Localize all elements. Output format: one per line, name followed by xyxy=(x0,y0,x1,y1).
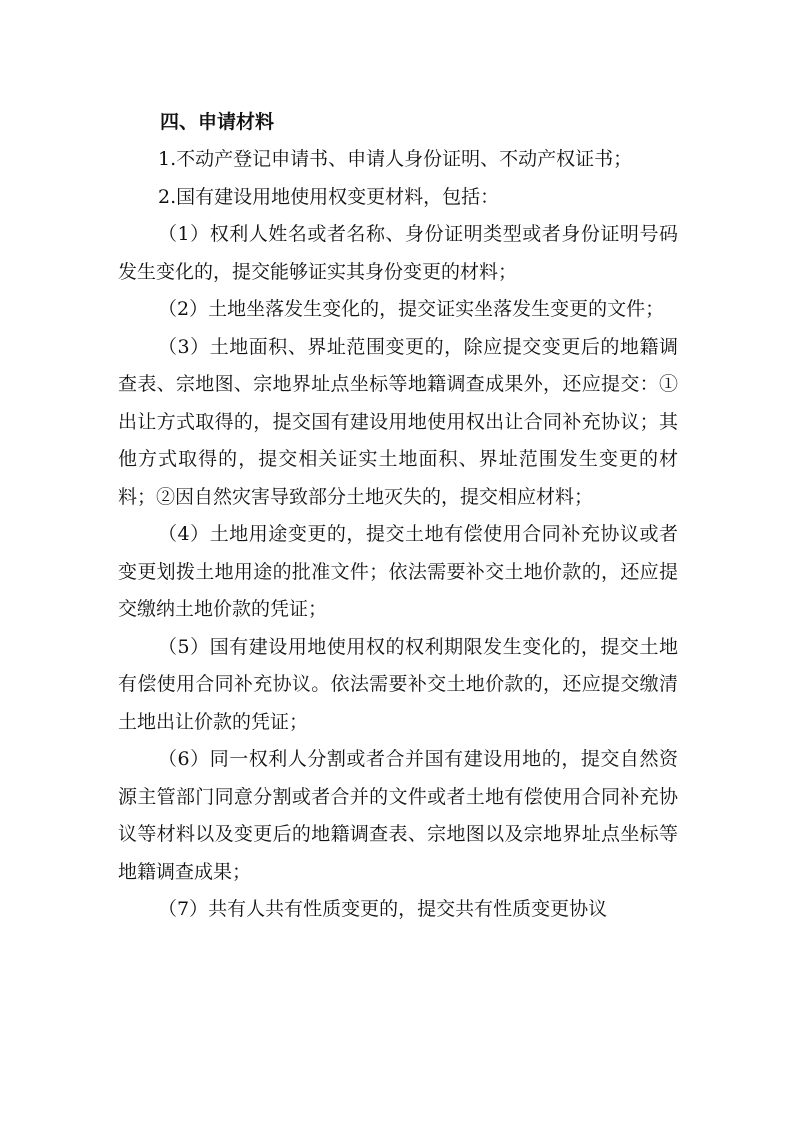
paragraph-change-materials: 2.国有建设用地使用权变更材料，包括： xyxy=(158,185,500,208)
paragraph-item-6: （6）同一权利人分割或者合并国有建设用地的，提交自然资源主管部门同意分割或者合并的文件或者土地有偿使用合同补充协议等材料以及变更后的地籍调查表、宗地图以及宗地界址点坐标等地籍调查成果； xyxy=(118,748,678,883)
paragraph-item-5: （5）国有建设用地使用权的权利期限发生变化的，提交土地有偿使用合同补充协议。依法需要补交土地价款的，还应提交缴清土地出让价款的凭证； xyxy=(118,635,678,733)
section-heading: 四、申请材料 xyxy=(160,111,275,133)
body-text xyxy=(118,141,678,929)
paragraph-item-4: （4）土地用途变更的，提交土地有偿使用合同补充协议或者变更划拨土地用途的批准文件；依法需要补交土地价款的，还应提交缴纳土地价款的凭证； xyxy=(118,523,678,620)
paragraph-item-7: （7）共有人共有性质变更的，提交共有性质变更协议 xyxy=(158,898,608,920)
paragraph-application-forms: 1.不动产登记申请书、申请人身份证明、不动产权证书； xyxy=(158,148,633,170)
paragraph-item-2: （2）土地坐落发生变化的，提交证实坐落发生变更的文件； xyxy=(158,298,665,320)
paragraph-item-3: （3）土地面积、界址范围变更的，除应提交变更后的地籍调查表、宗地图、宗地界址点坐标等地籍调查成果外，还应提交：①出让方式取得的，提交国有建设用地使用权出让合同补充协议；其他方式取得的，提交相关证实土地面积、界址范围发生变更的材料；②因自然灾害导致部分土地灭失的，提交相应材料； xyxy=(118,335,678,508)
paragraph-item-1: （1）权利人姓名或者名称、身份证明类型或者身份证明号码发生变化的，提交能够证实其身份变更的材料； xyxy=(118,223,678,283)
